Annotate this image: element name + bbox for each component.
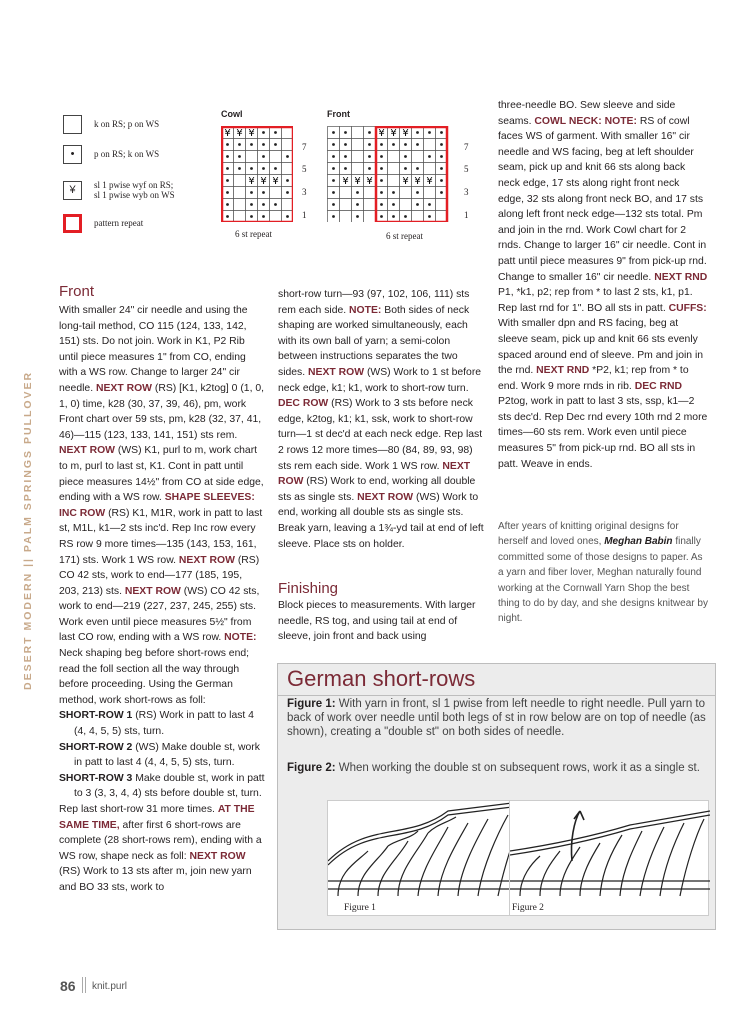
slip-stitch-mark: ¥ bbox=[390, 128, 397, 139]
purl-dot bbox=[286, 179, 289, 182]
short-row-1: SHORT-ROW 1 (RS) Work in patt to last 4 (4, 4, 5, 5) sts, turn. bbox=[59, 710, 254, 738]
purl-dot bbox=[392, 143, 395, 146]
legend-label: k on RS; p on WS bbox=[94, 119, 160, 129]
purl-dot bbox=[380, 215, 383, 218]
purl-dot bbox=[238, 155, 241, 158]
purl-dot bbox=[274, 203, 277, 206]
purl-dot bbox=[262, 203, 265, 206]
slip-stitch-mark: ¥ bbox=[236, 128, 243, 139]
front-heading: Front bbox=[59, 283, 95, 300]
cowl-cuff-instructions bbox=[498, 98, 708, 472]
slip-stitch-mark: ¥ bbox=[402, 176, 409, 187]
purl-dot bbox=[368, 143, 371, 146]
purl-dot bbox=[416, 167, 419, 170]
row-number: 7 bbox=[464, 142, 469, 152]
purl-dot bbox=[392, 215, 395, 218]
purl-dot bbox=[416, 203, 419, 206]
chart-cell bbox=[388, 151, 400, 163]
purl-dot bbox=[356, 215, 359, 218]
purl-dot bbox=[392, 203, 395, 206]
front-paragraph-2: Rep last short-row 31 more times. AT THE SAME TIME, after first 6 short-rows are complete (28 short-rows rem), ending with a WS row, shape neck as foll: NEXT ROW (RS) Work to 13 sts after m, join new yarn and BO 33 sts, work to bbox=[59, 804, 262, 893]
slip-stitch-mark: ¥ bbox=[248, 128, 255, 139]
chart-cell bbox=[234, 199, 246, 211]
legend-label: p on RS; k on WS bbox=[94, 149, 160, 159]
purl-dot bbox=[286, 191, 289, 194]
purl-dot bbox=[332, 179, 335, 182]
finishing-heading: Finishing bbox=[278, 580, 339, 597]
purl-dot bbox=[368, 167, 371, 170]
bio-paragraph: After years of knitting original designs for herself and loved ones, Meghan Babin finally committed some of those designs to paper. As a yarn and fiber lover, Meghan naturally found working at the Cornwall Yarn Shop the best thing to do by day, and she designs knitwear by night. bbox=[498, 521, 708, 625]
purl-dot bbox=[262, 131, 265, 134]
pattern-repeat-symbol-icon bbox=[63, 214, 82, 233]
purl-dot bbox=[238, 143, 241, 146]
purl-dot bbox=[356, 191, 359, 194]
purl-dot bbox=[286, 155, 289, 158]
sidebar-section-label: DESERT MODERN || PALM SPRINGS PULLOVER bbox=[22, 370, 34, 690]
purl-dot bbox=[262, 167, 265, 170]
purl-dot bbox=[380, 167, 383, 170]
purl-dot bbox=[344, 131, 347, 134]
designer-name: Meghan Babin bbox=[604, 536, 673, 548]
purl-dot bbox=[440, 155, 443, 158]
purl-dot bbox=[404, 155, 407, 158]
purl-dot bbox=[262, 143, 265, 146]
purl-dot bbox=[332, 215, 335, 218]
neck-instructions bbox=[278, 287, 484, 552]
chart-cell bbox=[234, 187, 246, 199]
purl-dot bbox=[250, 215, 253, 218]
chart-cell bbox=[436, 199, 448, 211]
chart-cell bbox=[412, 211, 424, 223]
legend-item-purl bbox=[63, 144, 213, 164]
row-number: 7 bbox=[302, 142, 307, 152]
slip-stitch-mark: ¥ bbox=[248, 176, 255, 187]
purl-dot bbox=[344, 143, 347, 146]
short-row-2: SHORT-ROW 2 (WS) Make double st, work in patt to last 4 (4, 4, 5, 5) sts, turn. bbox=[59, 741, 260, 769]
magazine-name: knit.purl bbox=[92, 981, 128, 992]
box-divider bbox=[278, 695, 715, 696]
neck-paragraph: short-row turn—93 (97, 102, 106, 111) sts rem each side. NOTE: Both sides of neck shaping are worked simultaneously, each with its own ball of yarn; a semi-colon between instructions separates the two sides. NEXT ROW (WS) Work to 1 st before neck edge, k1; k1, work to short-row turn. DEC ROW (RS) Work to 3 sts before neck edge, k2tog, k1; k1, ssk, work to short-row turn—1 st dec'd at each neck edge. Rep last 2 rows 12 more times—80 (84, 89, 93, 98) sts rem each side. Work 1 WS row. NEXT ROW (RS) Work to end, working all double sts as single sts. NEXT ROW (WS) Work to end, working all double sts as single sts. Break yarn, leaving a 1¾-yd tail at end of left sleeve. Place sts on holder. bbox=[278, 289, 484, 550]
chart-cell bbox=[282, 127, 294, 139]
slip-stitch-mark: ¥ bbox=[224, 128, 231, 139]
purl-dot bbox=[332, 131, 335, 134]
chart-cell bbox=[364, 187, 376, 199]
chart-cell bbox=[400, 199, 412, 211]
front-chart-grid bbox=[327, 126, 453, 222]
slip-stitch-mark: ¥ bbox=[378, 128, 385, 139]
purl-dot bbox=[368, 155, 371, 158]
row-number: 1 bbox=[302, 210, 307, 220]
slip-stitch-symbol-icon: ¥ bbox=[63, 181, 82, 200]
slip-stitch-mark: ¥ bbox=[426, 176, 433, 187]
figure-1-caption: Figure 1 bbox=[344, 903, 376, 913]
purl-dot bbox=[380, 143, 383, 146]
cowl-chart-grid bbox=[221, 126, 293, 222]
short-row-3: SHORT-ROW 3 Make double st, work in patt to 3 (3, 3, 4, 4) sts before double st, turn. bbox=[59, 772, 265, 800]
chart-cell bbox=[400, 187, 412, 199]
front-instructions bbox=[59, 303, 265, 896]
figure-2-text: Figure 2: When working the double st on subsequent rows, work it as a single st. bbox=[287, 762, 700, 774]
front-chart-title: Front bbox=[327, 109, 350, 119]
legend-item-knit bbox=[63, 114, 213, 134]
chart-cell bbox=[388, 163, 400, 175]
purl-dot bbox=[356, 203, 359, 206]
purl-dot bbox=[262, 191, 265, 194]
chart-cell bbox=[364, 211, 376, 223]
front-repeat-note: 6 st repeat bbox=[386, 231, 423, 241]
chart-cell bbox=[270, 151, 282, 163]
purl-dot bbox=[226, 143, 229, 146]
knit-symbol-icon bbox=[63, 115, 82, 134]
legend-item-slip bbox=[63, 180, 213, 200]
purl-dot bbox=[262, 155, 265, 158]
chart-cell bbox=[352, 163, 364, 175]
purl-dot bbox=[226, 179, 229, 182]
purl-dot bbox=[344, 167, 347, 170]
chart-cell bbox=[352, 127, 364, 139]
knitting-stitch-illustration bbox=[328, 801, 528, 901]
chart-cell bbox=[234, 211, 246, 223]
slip-stitch-mark: ¥ bbox=[402, 128, 409, 139]
german-short-rows-title: German short-rows bbox=[287, 666, 476, 691]
purl-dot bbox=[274, 143, 277, 146]
figure-2-caption: Figure 2 bbox=[512, 903, 544, 913]
chart-cell bbox=[340, 187, 352, 199]
purl-dot bbox=[226, 203, 229, 206]
chart-cell bbox=[388, 175, 400, 187]
purl-dot bbox=[274, 167, 277, 170]
row-number: 3 bbox=[464, 187, 469, 197]
purl-dot bbox=[332, 155, 335, 158]
legend-label: sl 1 pwise wyf on RS; sl 1 pwise wyb on WS bbox=[94, 180, 175, 200]
finishing-paragraph: Block pieces to measurements. With larger needle, RS tog, and using tail at end of sleeve, join front and back using bbox=[278, 600, 476, 643]
chart-cell bbox=[282, 199, 294, 211]
legend-label: pattern repeat bbox=[94, 218, 144, 228]
figure-1-text: Figure 1: With yarn in front, sl 1 pwise from left needle to right needle. Pull yarn to back of work over needle until both legs of st in row below are on top of needle (as shown), creating a "double st" on both sides of needle. bbox=[287, 698, 706, 738]
purl-dot bbox=[392, 191, 395, 194]
purl-dot bbox=[250, 143, 253, 146]
purl-dot bbox=[380, 191, 383, 194]
chart-cell bbox=[436, 211, 448, 223]
chart-cell bbox=[364, 199, 376, 211]
purl-dot bbox=[428, 131, 431, 134]
purl-dot bbox=[416, 143, 419, 146]
purl-dot bbox=[380, 179, 383, 182]
purl-dot bbox=[404, 215, 407, 218]
cowl-paragraph: three-needle BO. Sew sleeve and side seams. COWL NECK: NOTE: RS of cowl faces WS of garment. With smaller 16" cir needle and WS facing, beg at left shoulder seam, pick up and knit 66 sts along back neck edge, 17 sts along right front neck edge, 32 sts along front neck BO, and 17 sts along left front neck edge—132 sts total. Pm and join in the rnd. Work Cowl chart for 2 rnds. Change to larger 16" cir needle. Cont in patt until piece measures 9" from pick-up rnd. Change to smaller 16" cir needle. NEXT RND P1, *k1, p2; rep from * to last 2 sts, k1, p1. Rep last rnd for 1". BO all sts in patt. CUFFS: With smaller dpn and RS facing, beg at sleeve seam, pick up and knit 66 sts evenly spaced around end of sleeve. Pm and join in the rnd. NEXT RND *P2, k1; rep from * to end. Work 9 more rnds in rib. DEC RND P2tog, work in patt to last 3 sts, ssp, k1—2 sts dec'd. Rep Dec rnd every 10th rnd 2 more times—60 sts rem. Work even until piece measures 5" from pick-up rnd. BO all sts in patt. Weave in ends. bbox=[498, 100, 708, 470]
knitting-stitch-illustration bbox=[510, 801, 710, 901]
purl-dot bbox=[440, 191, 443, 194]
purl-dot bbox=[368, 131, 371, 134]
purl-dot bbox=[344, 155, 347, 158]
purl-dot bbox=[416, 191, 419, 194]
chart-cell bbox=[352, 139, 364, 151]
row-number: 1 bbox=[464, 210, 469, 220]
figure-2-illustration bbox=[509, 800, 709, 916]
chart-cell bbox=[352, 151, 364, 163]
row-number: 3 bbox=[302, 187, 307, 197]
purl-dot bbox=[380, 155, 383, 158]
purl-dot bbox=[332, 203, 335, 206]
chart-cell bbox=[282, 163, 294, 175]
slip-stitch-mark: ¥ bbox=[354, 176, 361, 187]
designer-bio bbox=[498, 519, 708, 627]
slip-stitch-mark: ¥ bbox=[366, 176, 373, 187]
purl-dot bbox=[238, 167, 241, 170]
purl-dot bbox=[332, 191, 335, 194]
purl-dot bbox=[440, 179, 443, 182]
purl-dot bbox=[428, 215, 431, 218]
chart-cell bbox=[424, 139, 436, 151]
chart-cell bbox=[282, 139, 294, 151]
purl-dot bbox=[286, 215, 289, 218]
chart-cell bbox=[270, 187, 282, 199]
figure-1-illustration bbox=[327, 800, 527, 916]
slip-stitch-mark: ¥ bbox=[272, 176, 279, 187]
row-number: 5 bbox=[302, 164, 307, 174]
purl-symbol-icon: • bbox=[63, 145, 82, 164]
chart-cell bbox=[424, 187, 436, 199]
purl-dot bbox=[250, 167, 253, 170]
slip-stitch-mark: ¥ bbox=[342, 176, 349, 187]
front-paragraph: With smaller 24" cir needle and using the long-tail method, CO 115 (124, 133, 142, 151) sts. Do not join. Work in K1, P2 Rib until piece measures 1" from CO, ending with a WS row. Change to larger 24" cir needle. NEXT ROW (RS) [K1, k2tog] 0 (1, 0, 1, 0) time, k28 (30, 37, 39, 46), pm, work Front chart over 59 sts, pm, k28 (32, 37, 41, 46)—115 (123, 133, 141, 151) sts rem. NEXT ROW (WS) K1, purl to m, work chart to m, purl to last st, K1. Cont in patt until piece measures 14½" from CO at side edge, ending with a WS row. SHAPE SLEEVES: INC ROW (RS) K1, M1R, work in patt to last st, M1L, k1—2 sts inc'd. Rep Inc row every RS row 9 more times—135 (143, 153, 161, 171) sts. Work 1 WS row. NEXT ROW (RS) CO 42 sts, work to end—177 (185, 195, 203, 213) sts. NEXT ROW (WS) CO 42 sts, work to end—219 (227, 237, 245, 255) sts. Work even until piece measures 5½" from last CO row, ending with a WS row. NOTE: Neck shaping beg before short-rows end; read the foll section all the way through before proceeding. Using the German method, work short-rows as foll: bbox=[59, 305, 265, 706]
finishing-instructions bbox=[278, 598, 484, 645]
purl-dot bbox=[250, 203, 253, 206]
purl-dot bbox=[428, 155, 431, 158]
cowl-chart-title: Cowl bbox=[221, 109, 243, 119]
page-number: 86 bbox=[60, 978, 76, 994]
chart-cell bbox=[340, 211, 352, 223]
chart-cell bbox=[246, 151, 258, 163]
slip-stitch-mark: ¥ bbox=[260, 176, 267, 187]
purl-dot bbox=[440, 167, 443, 170]
purl-dot bbox=[226, 167, 229, 170]
purl-dot bbox=[332, 167, 335, 170]
purl-dot bbox=[226, 191, 229, 194]
purl-dot bbox=[226, 215, 229, 218]
row-number: 5 bbox=[464, 164, 469, 174]
cowl-repeat-note: 6 st repeat bbox=[235, 229, 272, 239]
chart-cell bbox=[424, 163, 436, 175]
chart-cell bbox=[234, 175, 246, 187]
purl-dot bbox=[416, 131, 419, 134]
footer-divider bbox=[82, 977, 83, 993]
footer-divider bbox=[85, 977, 86, 993]
purl-dot bbox=[404, 167, 407, 170]
purl-dot bbox=[440, 143, 443, 146]
slip-stitch-mark: ¥ bbox=[414, 176, 421, 187]
purl-dot bbox=[440, 131, 443, 134]
chart-cell bbox=[340, 199, 352, 211]
legend-item-repeat bbox=[63, 213, 213, 233]
chart-cell bbox=[412, 151, 424, 163]
purl-dot bbox=[380, 203, 383, 206]
purl-dot bbox=[274, 131, 277, 134]
purl-dot bbox=[262, 215, 265, 218]
chart-cell bbox=[270, 211, 282, 223]
purl-dot bbox=[250, 191, 253, 194]
purl-dot bbox=[428, 203, 431, 206]
purl-dot bbox=[404, 143, 407, 146]
purl-dot bbox=[332, 143, 335, 146]
purl-dot bbox=[226, 155, 229, 158]
